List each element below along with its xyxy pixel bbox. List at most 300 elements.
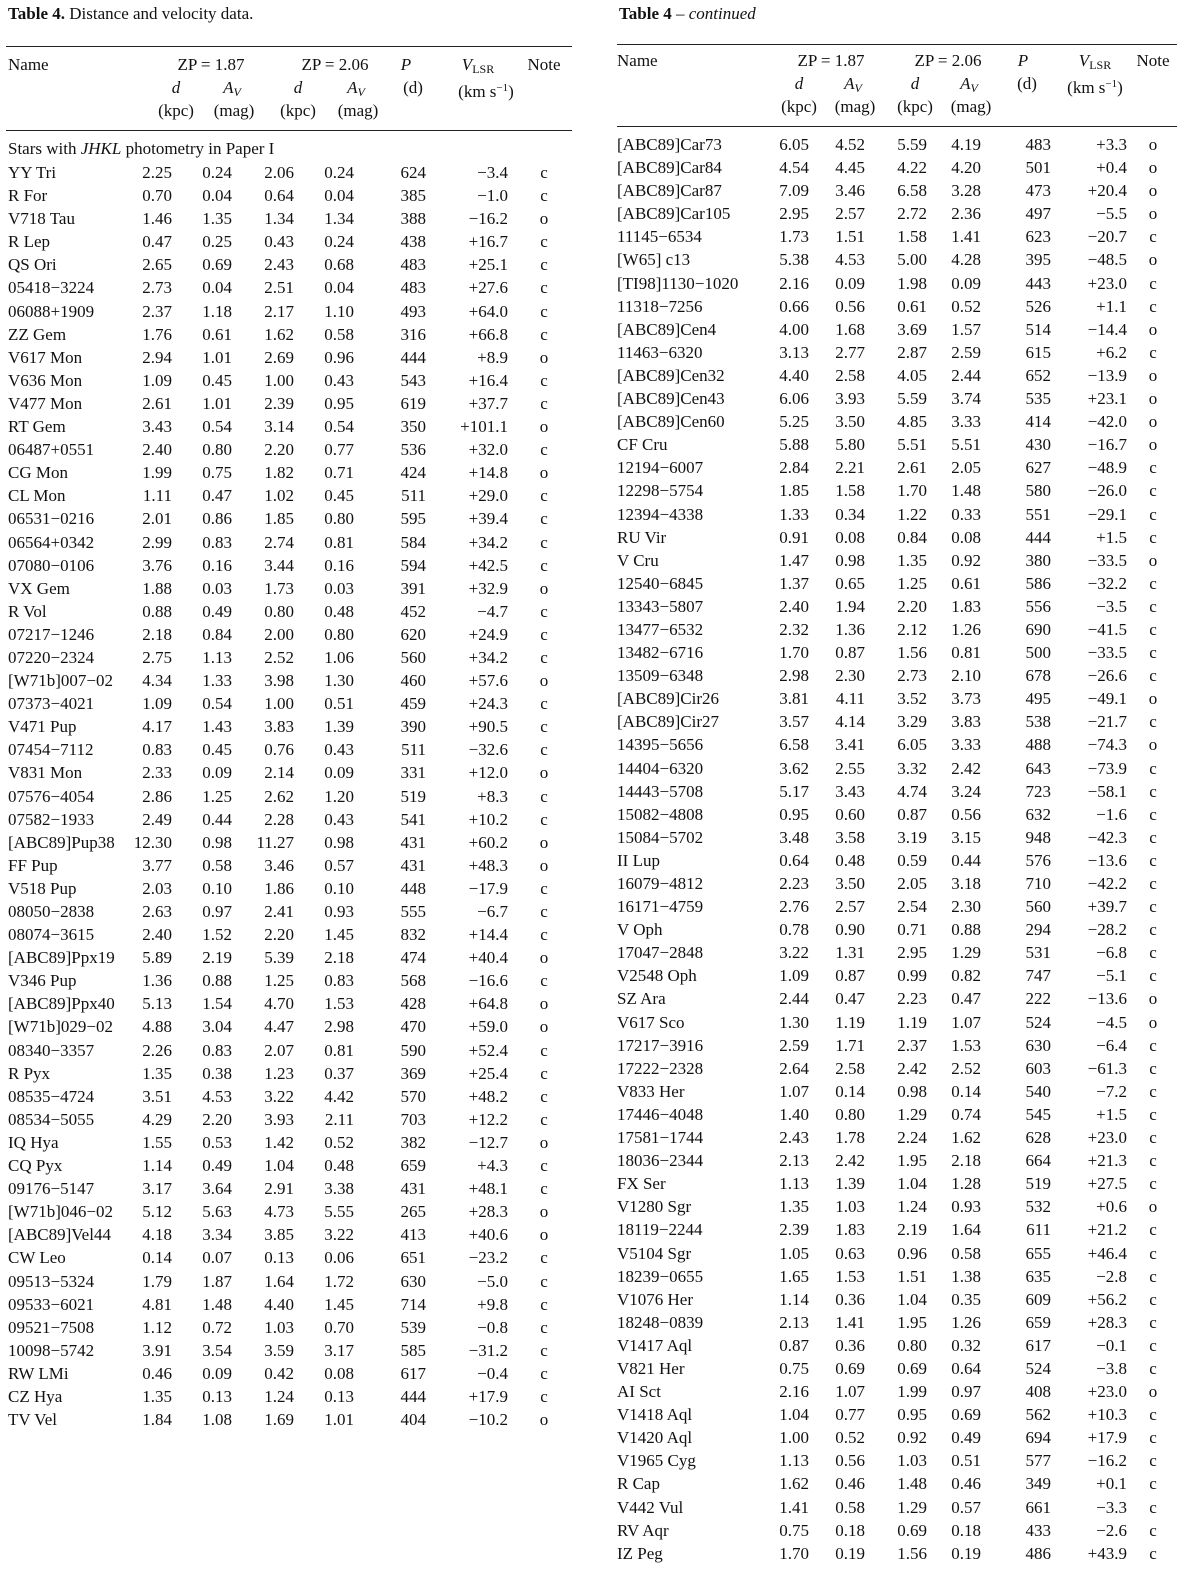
note-cell: c: [1149, 1520, 1157, 1540]
table-row: [617, 664, 1177, 687]
velocity-lsr-cell: +25.1: [468, 255, 508, 275]
distance-zp206-cell: 3.93: [264, 1109, 294, 1129]
table-row: [617, 826, 1177, 849]
star-name-cell: V442 Vul: [617, 1497, 684, 1517]
note-cell: c: [540, 1248, 548, 1268]
header-note: Note: [527, 55, 561, 74]
extinction-zp187-cell: 0.25: [202, 232, 232, 252]
distance-zp206-cell: 4.40: [264, 1294, 294, 1314]
extinction-zp187-cell: 1.31: [835, 943, 865, 963]
extinction-zp187-cell: 0.45: [202, 370, 232, 390]
header-unit-mag2: (mag): [950, 97, 992, 116]
distance-zp187-cell: 3.22: [779, 943, 809, 963]
distance-zp206-cell: 2.05: [897, 874, 927, 893]
star-name-cell: RW LMi: [8, 1363, 69, 1383]
distance-zp206-cell: 1.95: [897, 1151, 927, 1171]
extinction-zp206-cell: 1.62: [951, 1128, 981, 1148]
header-zp2: ZP = 2.06: [301, 55, 369, 74]
distance-zp187-cell: 2.43: [779, 1128, 809, 1148]
period-cell: 483: [400, 255, 426, 275]
note-cell: c: [540, 694, 548, 714]
distance-zp187-cell: 0.91: [779, 527, 809, 547]
header-unit-kpc1: (kpc): [781, 97, 817, 116]
distance-zp206-cell: 2.41: [264, 902, 294, 921]
extinction-zp187-cell: 1.53: [835, 1266, 865, 1286]
note-cell: o: [539, 855, 549, 875]
extinction-zp187-cell: 1.54: [202, 994, 232, 1014]
velocity-lsr-cell: −32.2: [1087, 573, 1127, 593]
extinction-zp206-cell: 3.28: [951, 181, 981, 201]
distance-zp206-cell: 1.99: [897, 1382, 927, 1402]
star-name-cell: YY Tri: [8, 163, 57, 182]
table-row: [617, 1311, 1177, 1334]
period-cell: 570: [400, 1086, 426, 1106]
star-name-cell: [ABC89]Cir27: [617, 712, 719, 732]
star-name-cell: TV Vel: [8, 1410, 57, 1430]
extinction-zp206-cell: 2.52: [951, 1058, 981, 1078]
distance-zp187-cell: 2.37: [142, 301, 172, 321]
period-cell: 531: [1025, 943, 1051, 963]
extinction-zp206-cell: 3.73: [951, 689, 981, 709]
extinction-zp206-cell: 0.95: [324, 393, 354, 413]
period-cell: 617: [1025, 1335, 1051, 1355]
extinction-zp206-cell: 5.51: [951, 435, 981, 455]
extinction-zp206-cell: 0.24: [324, 163, 354, 182]
table-row: [6, 1131, 572, 1154]
period-cell: 331: [400, 763, 426, 783]
table-row: [6, 1408, 572, 1431]
table-row: [617, 1357, 1177, 1380]
distance-zp187-cell: 1.65: [779, 1266, 809, 1286]
period-cell: 380: [1025, 550, 1051, 570]
distance-zp206-cell: 2.17: [264, 301, 294, 321]
header-unit-kpc2: (kpc): [280, 101, 316, 120]
table-row: [617, 202, 1177, 225]
distance-zp206-cell: 1.51: [897, 1266, 927, 1286]
period-cell: 414: [1025, 412, 1051, 432]
distance-zp206-cell: 4.05: [897, 365, 927, 385]
distance-zp187-cell: 5.12: [142, 1202, 172, 1222]
extinction-zp187-cell: 0.10: [202, 878, 232, 898]
velocity-lsr-cell: −31.2: [468, 1340, 508, 1360]
extinction-zp206-cell: 0.04: [324, 278, 354, 298]
distance-zp206-cell: 0.13: [264, 1248, 294, 1268]
velocity-lsr-cell: +40.6: [468, 1225, 508, 1245]
note-cell: c: [1149, 1358, 1157, 1378]
period-cell: 486: [1025, 1543, 1051, 1563]
period-cell: 391: [400, 578, 426, 598]
extinction-zp187-cell: 3.41: [835, 735, 865, 755]
table-row: [6, 669, 572, 692]
star-name-cell: [ABC89]Car105: [617, 204, 731, 224]
star-name-cell: 06531−0216: [8, 509, 95, 529]
star-name-cell: CQ Pyx: [8, 1156, 63, 1176]
star-name-cell: 11145−6534: [617, 227, 702, 247]
note-cell: c: [1149, 481, 1157, 501]
star-name-cell: [ABC89]Cen32: [617, 365, 725, 385]
distance-zp206-cell: 2.39: [264, 393, 294, 413]
distance-zp187-cell: 4.18: [142, 1225, 172, 1245]
period-cell: 532: [1025, 1197, 1051, 1217]
star-name-cell: R Cap: [617, 1474, 660, 1494]
table-row: [6, 346, 572, 369]
period-cell: 495: [1025, 689, 1051, 709]
velocity-lsr-cell: +48.1: [468, 1179, 508, 1199]
star-name-cell: 09533−6021: [8, 1294, 95, 1314]
star-name-cell: RV Aqr: [617, 1520, 669, 1540]
extinction-zp187-cell: 0.49: [202, 1156, 232, 1176]
extinction-zp187-cell: 0.04: [202, 278, 232, 298]
distance-zp206-cell: 5.59: [897, 389, 927, 409]
note-cell: c: [1149, 458, 1157, 478]
note-cell: o: [539, 463, 549, 483]
velocity-lsr-cell: +23.1: [1087, 389, 1127, 409]
extinction-zp206-cell: 1.53: [324, 994, 354, 1014]
star-name-cell: 07220−2324: [8, 647, 95, 667]
velocity-lsr-cell: +21.2: [1087, 1220, 1127, 1240]
distance-zp206-cell: 2.14: [264, 763, 294, 783]
distance-zp206-cell: 5.51: [897, 435, 927, 455]
velocity-lsr-cell: +10.2: [468, 809, 508, 829]
table-row: [617, 1149, 1177, 1172]
star-name-cell: 07080−0106: [8, 555, 95, 575]
header-zp1: ZP = 1.87: [177, 55, 245, 74]
note-cell: c: [540, 278, 548, 298]
extinction-zp206-cell: 1.07: [951, 1012, 981, 1032]
note-cell: o: [1148, 412, 1158, 432]
note-cell: c: [540, 163, 548, 182]
extinction-zp206-cell: 1.06: [324, 647, 354, 667]
table-caption-continued: Table 4 – continued: [619, 4, 756, 23]
distance-zp206-cell: 1.00: [264, 694, 294, 714]
period-cell: 488: [1025, 735, 1051, 755]
note-cell: o: [539, 994, 549, 1014]
table-row: [6, 1362, 572, 1385]
distance-zp187-cell: 1.35: [142, 1063, 172, 1083]
table-row: [617, 1103, 1177, 1126]
table-row: [6, 831, 572, 854]
distance-zp206-cell: 1.04: [897, 1174, 927, 1194]
distance-zp206-cell: 3.59: [264, 1340, 294, 1360]
star-name-cell: [ABC89]Ppx19: [8, 948, 115, 968]
table-row: [6, 1293, 572, 1316]
star-name-cell: 10098−5742: [8, 1340, 95, 1360]
star-name-cell: V1417 Aql: [617, 1335, 693, 1355]
period-cell: 615: [1025, 342, 1051, 362]
distance-zp206-cell: 1.58: [897, 227, 927, 247]
table-row: [617, 1242, 1177, 1265]
note-cell: c: [540, 255, 548, 275]
star-name-cell: 12540−6845: [617, 573, 704, 593]
extinction-zp206-cell: 0.37: [324, 1063, 354, 1083]
distance-zp206-cell: 1.64: [264, 1271, 294, 1291]
table-row: [617, 803, 1177, 826]
table-row: [6, 184, 572, 207]
extinction-zp187-cell: 1.43: [202, 717, 232, 737]
period-cell: 723: [1025, 781, 1051, 801]
velocity-lsr-cell: +12.0: [468, 763, 508, 783]
star-name-cell: VX Gem: [8, 578, 70, 598]
distance-zp206-cell: 0.87: [897, 804, 927, 824]
distance-zp206-cell: 1.34: [264, 209, 294, 229]
extinction-zp206-cell: 0.82: [951, 966, 981, 986]
star-name-cell: V1280 Sgr: [617, 1197, 692, 1217]
extinction-zp187-cell: 3.93: [835, 389, 865, 409]
distance-zp187-cell: 3.17: [142, 1179, 172, 1199]
star-name-cell: 08535−4724: [8, 1086, 95, 1106]
star-name-cell: 09521−7508: [8, 1317, 95, 1337]
note-cell: c: [1149, 1058, 1157, 1078]
distance-zp187-cell: 1.36: [142, 971, 172, 991]
note-cell: c: [540, 370, 548, 390]
table-row: [6, 1200, 572, 1223]
star-name-cell: V833 Her: [617, 1081, 685, 1101]
star-name-cell: 16171−4759: [617, 897, 704, 917]
period-cell: 747: [1025, 966, 1051, 986]
extinction-zp187-cell: 1.52: [202, 925, 232, 945]
period-cell: 586: [1025, 573, 1051, 593]
extinction-zp206-cell: 1.38: [951, 1266, 981, 1286]
note-cell: c: [1149, 827, 1157, 847]
table-row: [6, 300, 572, 323]
extinction-zp187-cell: 1.36: [835, 619, 865, 639]
distance-zp206-cell: 3.22: [264, 1086, 294, 1106]
table-row: [617, 456, 1177, 479]
velocity-lsr-cell: −16.7: [1087, 435, 1127, 455]
note-cell: c: [1149, 504, 1157, 524]
period-cell: 609: [1025, 1289, 1051, 1309]
table-row: [6, 600, 572, 623]
distance-zp187-cell: 1.35: [779, 1197, 809, 1217]
extinction-zp206-cell: 2.05: [951, 458, 981, 478]
note-cell: o: [1148, 181, 1158, 201]
extinction-zp187-cell: 0.87: [835, 643, 865, 663]
table-row: [6, 554, 572, 577]
extinction-zp187-cell: 1.48: [202, 1294, 232, 1314]
velocity-lsr-cell: −7.2: [1096, 1081, 1127, 1101]
star-name-cell: FF Pup: [8, 855, 58, 875]
velocity-lsr-cell: −32.6: [468, 740, 508, 760]
star-name-cell: 14404−6320: [617, 758, 704, 778]
velocity-lsr-cell: −61.3: [1087, 1058, 1127, 1078]
period-cell: 661: [1025, 1497, 1051, 1517]
extinction-zp206-cell: 4.42: [324, 1086, 354, 1106]
extinction-zp206-cell: 0.97: [951, 1382, 981, 1402]
velocity-lsr-cell: +0.4: [1096, 158, 1127, 178]
velocity-lsr-cell: +0.1: [1096, 1474, 1127, 1494]
period-cell: 524: [1025, 1012, 1051, 1032]
note-cell: o: [539, 832, 549, 852]
distance-zp187-cell: 4.88: [142, 1017, 172, 1037]
extinction-zp187-cell: 1.03: [835, 1197, 865, 1217]
header-unit-mag2: (mag): [337, 101, 379, 120]
note-cell: o: [1148, 389, 1158, 409]
distance-zp187-cell: 2.65: [142, 255, 172, 275]
velocity-lsr-cell: +101.1: [460, 417, 508, 437]
star-name-cell: V831 Mon: [8, 763, 83, 783]
extinction-zp206-cell: 0.45: [324, 486, 354, 506]
table-row: [617, 1080, 1177, 1103]
star-name-cell: V821 Her: [617, 1358, 685, 1378]
velocity-lsr-cell: −48.5: [1087, 250, 1127, 270]
star-name-cell: [ABC89]Car87: [617, 181, 722, 201]
period-cell: 652: [1025, 365, 1051, 385]
distance-zp206-cell: 1.25: [264, 971, 294, 991]
table-row: [617, 179, 1177, 202]
period-cell: 628: [1025, 1128, 1051, 1148]
distance-zp187-cell: 2.32: [779, 619, 809, 639]
note-cell: c: [1149, 1335, 1157, 1355]
period-cell: 395: [1025, 250, 1051, 270]
velocity-lsr-cell: +16.4: [468, 370, 508, 390]
star-name-cell: V617 Mon: [8, 347, 83, 367]
distance-zp206-cell: 1.22: [897, 504, 927, 524]
table-row: [6, 1385, 572, 1408]
extinction-zp187-cell: 3.54: [202, 1340, 232, 1360]
distance-zp187-cell: 1.62: [779, 1474, 809, 1494]
header-d2: d: [910, 74, 920, 93]
distance-zp206-cell: 4.70: [264, 994, 294, 1014]
extinction-zp187-cell: 1.68: [835, 319, 865, 339]
extinction-zp206-cell: 2.42: [951, 758, 981, 778]
extinction-zp187-cell: 0.77: [835, 1405, 865, 1425]
velocity-lsr-cell: −73.9: [1087, 758, 1127, 778]
extinction-zp187-cell: 1.78: [835, 1128, 865, 1148]
star-name-cell: 05418−3224: [8, 278, 95, 298]
extinction-zp187-cell: 0.56: [835, 296, 865, 316]
period-cell: 524: [1025, 1358, 1051, 1378]
distance-zp187-cell: 6.05: [779, 135, 809, 154]
distance-zp187-cell: 1.09: [142, 694, 172, 714]
star-name-cell: V617 Sco: [617, 1012, 685, 1032]
distance-zp206-cell: 1.04: [897, 1289, 927, 1309]
velocity-lsr-cell: +27.6: [468, 278, 508, 298]
extinction-zp206-cell: 0.58: [951, 1243, 981, 1263]
note-cell: o: [539, 578, 549, 598]
distance-zp187-cell: 0.75: [779, 1358, 809, 1378]
distance-zp187-cell: 2.13: [779, 1151, 809, 1171]
table-row: [6, 1223, 572, 1246]
distance-zp206-cell: 1.73: [264, 578, 294, 598]
velocity-lsr-cell: −3.4: [477, 163, 508, 182]
distance-zp206-cell: 2.20: [264, 925, 294, 945]
distance-zp187-cell: 3.51: [142, 1086, 172, 1106]
extinction-zp187-cell: 1.58: [835, 481, 865, 501]
extinction-zp206-cell: 2.59: [951, 342, 981, 362]
velocity-lsr-cell: −49.1: [1087, 689, 1127, 709]
note-cell: c: [540, 717, 548, 737]
period-cell: 390: [400, 717, 426, 737]
period-cell: 424: [400, 463, 426, 483]
extinction-zp206-cell: 0.74: [951, 1104, 981, 1124]
extinction-zp206-cell: 0.64: [951, 1358, 981, 1378]
star-name-cell: 06487+0551: [8, 440, 95, 460]
extinction-zp187-cell: 0.84: [202, 624, 232, 644]
star-name-cell: V477 Mon: [8, 393, 83, 413]
period-cell: 511: [401, 740, 426, 760]
star-name-cell: [ABC89]Pup38: [8, 832, 115, 852]
extinction-zp206-cell: 1.26: [951, 1312, 981, 1332]
velocity-lsr-cell: +46.4: [1087, 1243, 1127, 1263]
distance-zp187-cell: 2.23: [779, 874, 809, 893]
table-row: [617, 1218, 1177, 1241]
velocity-lsr-cell: −6.4: [1096, 1035, 1127, 1055]
star-name-cell: IZ Peg: [617, 1543, 663, 1563]
period-cell: 659: [1025, 1312, 1051, 1332]
period-cell: 577: [1025, 1451, 1051, 1471]
distance-zp187-cell: 1.40: [779, 1104, 809, 1124]
note-cell: c: [540, 740, 548, 760]
header-unit-kpc1: (kpc): [158, 101, 194, 120]
distance-zp187-cell: 1.55: [142, 1132, 172, 1152]
star-name-cell: AI Sct: [617, 1382, 661, 1402]
extinction-zp206-cell: 0.18: [951, 1520, 981, 1540]
extinction-zp206-cell: 0.51: [324, 694, 354, 714]
distance-zp206-cell: 2.52: [264, 647, 294, 667]
star-name-cell: 09176−5147: [8, 1179, 95, 1199]
distance-zp187-cell: 1.07: [779, 1081, 809, 1101]
velocity-lsr-cell: −26.6: [1087, 666, 1127, 686]
velocity-lsr-cell: −0.8: [477, 1317, 508, 1337]
extinction-zp206-cell: 0.58: [324, 324, 354, 344]
distance-zp206-cell: 4.47: [264, 1017, 294, 1037]
extinction-zp187-cell: 2.55: [835, 758, 865, 778]
extinction-zp187-cell: 0.72: [202, 1317, 232, 1337]
distance-zp187-cell: 3.48: [779, 827, 809, 847]
note-cell: c: [1149, 573, 1157, 593]
note-cell: c: [540, 440, 548, 460]
distance-zp206-cell: 1.62: [264, 324, 294, 344]
period-cell: 413: [400, 1225, 426, 1245]
star-name-cell: [ABC89]Car84: [617, 158, 722, 178]
extinction-zp187-cell: 0.44: [202, 809, 232, 829]
table-row: [617, 156, 1177, 179]
velocity-lsr-cell: +52.4: [468, 1040, 508, 1060]
star-name-cell: [ABC89]Car73: [617, 135, 722, 154]
distance-zp206-cell: 1.82: [264, 463, 294, 483]
distance-zp187-cell: 4.00: [779, 319, 809, 339]
star-name-cell: II Lup: [617, 850, 660, 870]
extinction-zp187-cell: 2.20: [202, 1109, 232, 1129]
note-cell: c: [1149, 1035, 1157, 1055]
velocity-lsr-cell: −12.7: [468, 1132, 508, 1152]
star-name-cell: R Vol: [8, 601, 47, 621]
velocity-lsr-cell: −0.4: [477, 1363, 508, 1383]
extinction-zp206-cell: 0.69: [951, 1405, 981, 1425]
note-cell: o: [1148, 135, 1158, 154]
extinction-zp206-cell: 0.70: [324, 1317, 354, 1337]
period-cell: 560: [1025, 897, 1051, 917]
velocity-lsr-cell: +9.8: [477, 1294, 508, 1314]
distance-zp187-cell: 3.13: [779, 342, 809, 362]
note-cell: c: [1149, 943, 1157, 963]
extinction-zp206-cell: 0.10: [324, 878, 354, 898]
period-cell: 541: [400, 809, 426, 829]
note-cell: o: [1148, 250, 1158, 270]
distance-zp206-cell: 2.95: [897, 943, 927, 963]
extinction-zp187-cell: 2.21: [835, 458, 865, 478]
extinction-zp187-cell: 1.08: [202, 1410, 232, 1430]
period-cell: 620: [400, 624, 426, 644]
note-cell: c: [1149, 1428, 1157, 1448]
distance-zp187-cell: 1.00: [779, 1428, 809, 1448]
header-p: P: [1017, 51, 1029, 70]
table-row: [6, 1339, 572, 1362]
distance-zp206-cell: 0.98: [897, 1081, 927, 1101]
period-cell: 294: [1025, 920, 1051, 940]
header-av1: $A_V$: [844, 74, 862, 95]
distance-zp206-cell: 1.85: [264, 509, 294, 529]
